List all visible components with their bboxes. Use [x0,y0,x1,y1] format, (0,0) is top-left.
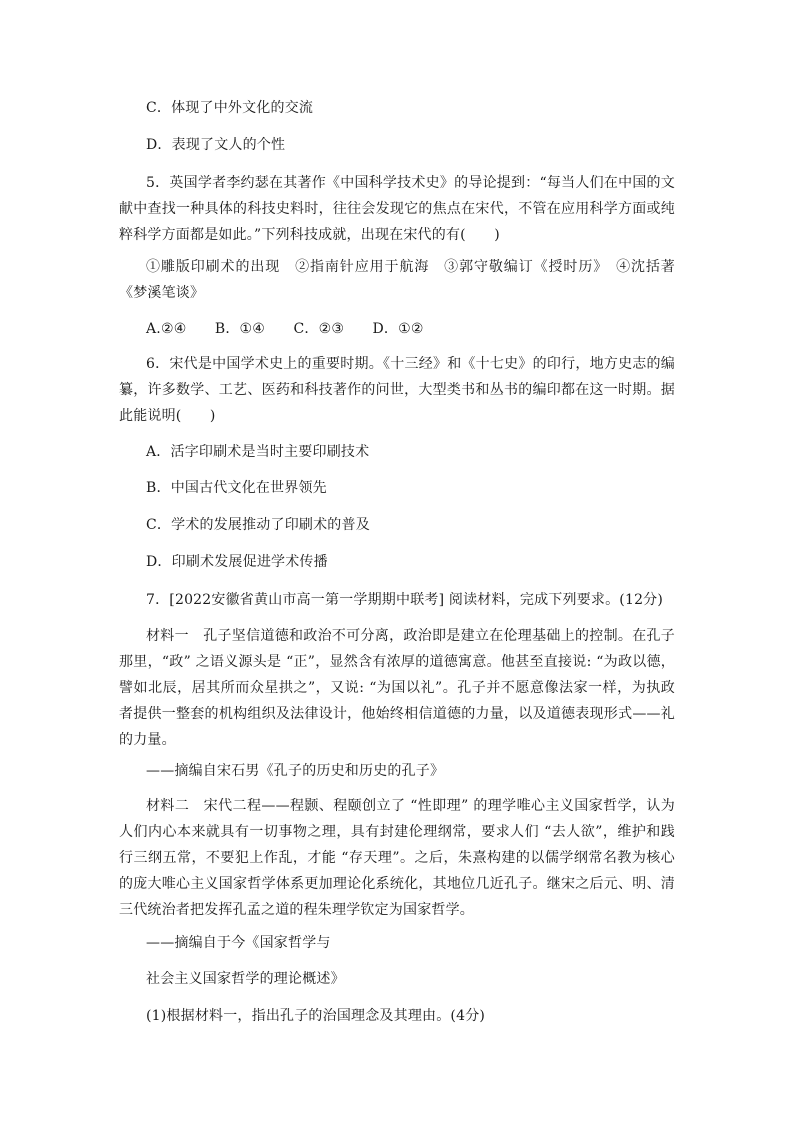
q6-option-d: D．印刷术发展促进学术传播 [146,554,328,570]
q5-items: ①雕版印刷术的出现 ②指南针应用于航海 ③郭守敬编订《授时历》 ④沈括著《梦溪笔谈》 [119,259,675,301]
q4-option-d: D．表现了文人的个性 [146,137,286,153]
q6-option-c: C．学术的发展推动了印刷术的普及 [146,517,370,533]
q7-source-2-line-1: ——摘编自于今《国家哲学与 [146,935,331,951]
q6-option-a: A．活字印刷术是当时主要印刷技术 [146,444,370,460]
q4-option-c: C．体现了中外文化的交流 [146,100,314,116]
q7-subquestion-1: (1)根据材料一，指出孔子的治国理念及其理由。(4分) [146,1008,486,1024]
q6-stem: 6．宋代是中国学术史上的重要时期。《十三经》和《十七史》的印行，地方史志的编纂，许多数学、工艺、医药和科技著作的问世，大型类书和丛书的编印都在这一时期。据此能说明( ) [119,356,675,424]
q7-material-2: 材料二 宋代二程——程颢、程颐创立了 “性即理” 的理学唯心主义国家哲学，认为人们内心本来就具有一切事物之理，具有封建伦理纲常，要求人们 “去人欲”，维护和践行三纲五常，不要犯上作乱，才能 “存天理”。之后，朱熹构建的以儒学纲常名教为核心的庞大唯心主义国家哲学体系更加理论化系统化，其地位几近孔子。继宋之后元、明、清三代统治者把发挥孔孟之道的程朱理学钦定为国家哲学。 [119,798,675,918]
q7-source-1: ——摘编自宋石男《孔子的历史和历史的孔子》 [146,763,445,779]
q7-source-2-line-2: 社会主义国家哲学的理论概述》 [146,971,345,987]
q7-stem: 7．[2022安徽省黄山市高一第一学期期中联考] 阅读材料，完成下列要求。(12分) [146,592,664,608]
q6-option-b: B．中国古代文化在世界领先 [146,480,327,496]
q7-material-1: 材料一 孔子坚信道德和政治不可分离，政治即是建立在伦理基础上的控制。在孔子那里，“政” 之语义源头是 “正”，显然含有浓厚的道德寓意。他甚至直接说: “为政以德，譬如北辰，居其所而众星拱之”，又说: “为国以礼”。孔子并不愿意像法家一样，为执政者提供一整套的机构组织及法律设计，他始终相信道德的力量，以及道德表现形式——礼的力量。 [119,628,675,748]
q5-stem: 5．英国学者李约瑟在其著作《中国科学技术史》的导论提到：“每当人们在中国的文献中查找一种具体的科技史料时，往往会发现它的焦点在宋代，不管在应用科学方面或纯粹科学方面都是如此。”下列科技成就，出现在宋代的有( ) [119,175,675,243]
q5-options: A.②④ B．①④ C．②③ D．①② [146,321,424,337]
